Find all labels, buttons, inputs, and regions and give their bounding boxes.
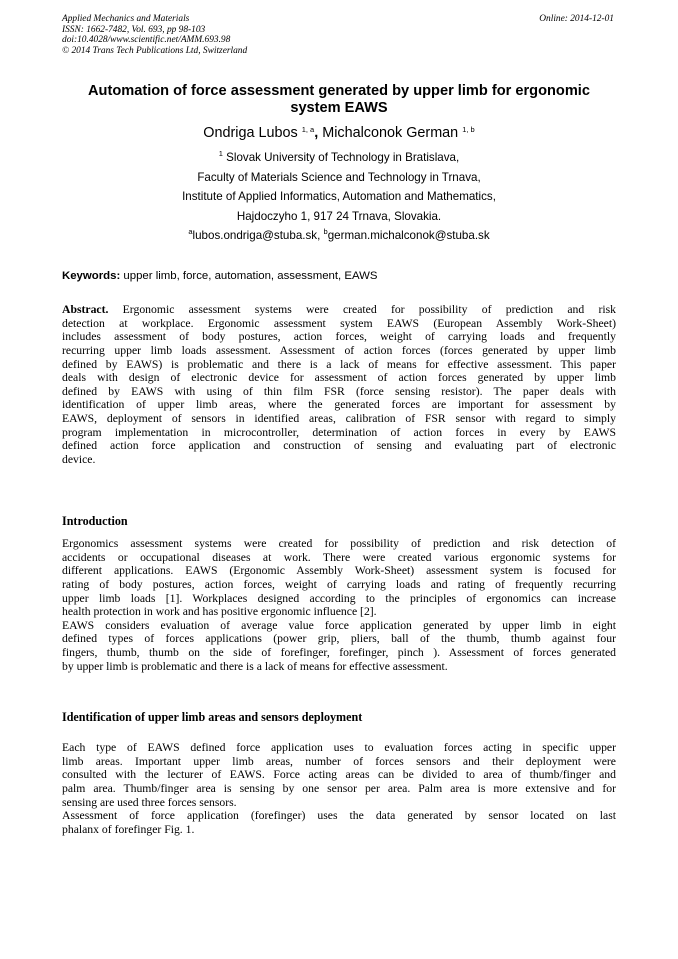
author-separator: , <box>314 125 319 141</box>
online-date: Online: 2014-12-01 <box>539 14 614 24</box>
abstract-line: device. <box>62 452 96 466</box>
body-line: EAWS considers evaluation of average value force application generated by upper limb in eight <box>62 618 616 632</box>
abstract <box>62 303 616 467</box>
author-list <box>62 124 616 142</box>
author-superscript: 1, b <box>462 125 475 134</box>
body-line: limb areas. Important upper limb areas, number of forces sensors and their deployment were <box>62 754 616 768</box>
abstract-line: EAWS, deployment of sensors in identified areas, calibration of FSR sensor with regard to simply <box>62 412 616 425</box>
affiliation-line: Hajdoczyho 1, 917 24 Trnava, Slovakia. <box>236 209 442 223</box>
body-line: defined types of forces applications (power grip, pliers, ball of the thumb, thumb against four <box>62 632 616 646</box>
affiliation-block <box>62 148 616 246</box>
body-line: palm area. Thumb/finger area is sensing by one sensor per area. Palm area is more extensive and for <box>62 781 616 795</box>
body-line: Each type of EAWS defined force application uses to evaluation forces acting in specific upper <box>62 741 616 754</box>
journal-name: Applied Mechanics and Materials <box>62 14 190 24</box>
journal-issn: ISSN: 1662-7482, Vol. 693, pp 98-103 <box>62 24 206 35</box>
abstract-line: recurring upper limb loads assessment. Assessment of action forces (forces generated by upper limb <box>62 343 616 357</box>
abstract-line: defined by EAWS) is problematic and there is a lack of means for effective assessment. This paper <box>62 357 616 371</box>
journal-copyright: © 2014 Trans Tech Publications Ltd, Switzerland <box>62 45 248 56</box>
affiliation-line: Institute of Applied Informatics, Automation and Mathematics, <box>182 190 496 203</box>
body-line: fingers, thumb, thumb on the side of forefinger, forefinger, pinch ). Assessment of forces generated <box>62 646 616 659</box>
body-line: by upper limb is problematic and there is a lack of means for effective assessment. <box>62 659 448 673</box>
journal-header <box>62 14 247 56</box>
affiliation-line: Faculty of Materials Science and Technology in Trnava, <box>197 170 481 184</box>
identification-body <box>62 741 616 836</box>
abstract-line: deals with design of electronic device for assessment of action forces generated by upper limb <box>62 371 616 385</box>
introduction-body <box>62 537 616 673</box>
section-heading-identification: Identification of upper limb areas and sensors deployment <box>62 710 363 724</box>
journal-doi[interactable]: doi:10.4028/www.scientific.net/AMM.693.98 <box>62 35 231 46</box>
body-line: phalanx of forefinger Fig. 1. <box>62 822 195 836</box>
abstract-line: identification of upper limb areas, where the generated forces are important for assessment by <box>62 398 616 412</box>
abstract-line: includes assessment of body postures, action forces, weight of carrying loads and frequently <box>62 330 616 344</box>
title-line-1: Automation of force assessment generated by upper limb for ergonomic <box>88 83 590 99</box>
abstract-line: detection at workplace. Ergonomic assessment system EAWS (European Assembly Work-Sheet) <box>62 316 616 330</box>
email-link[interactable]: german.michalconok@stuba.sk <box>327 229 490 242</box>
abstract-line: defined by EAWS with using of thin film FSR (force sensing resistor). The paper deals with <box>62 384 616 398</box>
email-link[interactable]: lubos.ondriga@stuba.sk, <box>192 229 321 242</box>
author-name: Michalconok German <box>318 125 459 141</box>
body-line: Ergonomics assessment systems were created for possibility of prediction and risk detection of <box>62 537 616 550</box>
abstract-line: Abstract. Ergonomic assessment systems were created for possibility of prediction and risk <box>62 303 616 316</box>
keywords <box>62 269 377 283</box>
keywords-label: Keywords: <box>62 270 121 282</box>
abstract-line: defined action force application and construction of sensing and evaluating part of electronic <box>62 439 616 453</box>
author-superscript: 1, a <box>301 125 315 134</box>
body-line: health protection in work and has positive ergonomic influence [2]. <box>62 605 377 619</box>
keywords-text: upper limb, force, automation, assessment, EAWS <box>120 270 378 282</box>
paper-title <box>62 83 616 117</box>
body-line: upper limb loads [1]. Workplaces designed according to the principles of ergonomics can increase <box>62 591 616 605</box>
body-line: rating of body postures, action forces, weight of carrying loads and rating of frequently recurring <box>62 577 616 591</box>
body-line: consulted with the lecturer of EAWS. Force acting areas can be divided to area of thumb/finger and <box>62 768 616 782</box>
body-line: Assessment of force application (forefinger) uses the data generated by sensor located on last <box>62 809 616 823</box>
abstract-label: Abstract. <box>62 303 109 316</box>
affiliation-superscript: 1 <box>218 149 223 158</box>
email-line: $^a$lubos.ondriga@stuba.sk, $^b$german.michalconok@stuba.sk <box>188 227 490 242</box>
body-line: accidents or occupational diseases at work. There were created various ergonomic systems for <box>62 550 616 564</box>
affiliation-line: $^1$ Slovak University of Technology in Bratislava, <box>218 149 460 164</box>
body-line: sensing are used three forces sensors. <box>62 795 237 809</box>
title-line-2: system EAWS <box>290 100 388 116</box>
abstract-line: program implementation in microcontroller, determination of action forces in every by EAWS <box>62 425 616 439</box>
author-name: Ondriga Lubos <box>203 125 298 141</box>
body-line: different applications. EAWS (Ergonomic Assembly Work-Sheet) assessment system is focused for <box>62 564 616 578</box>
section-heading-introduction: Introduction <box>62 514 128 528</box>
